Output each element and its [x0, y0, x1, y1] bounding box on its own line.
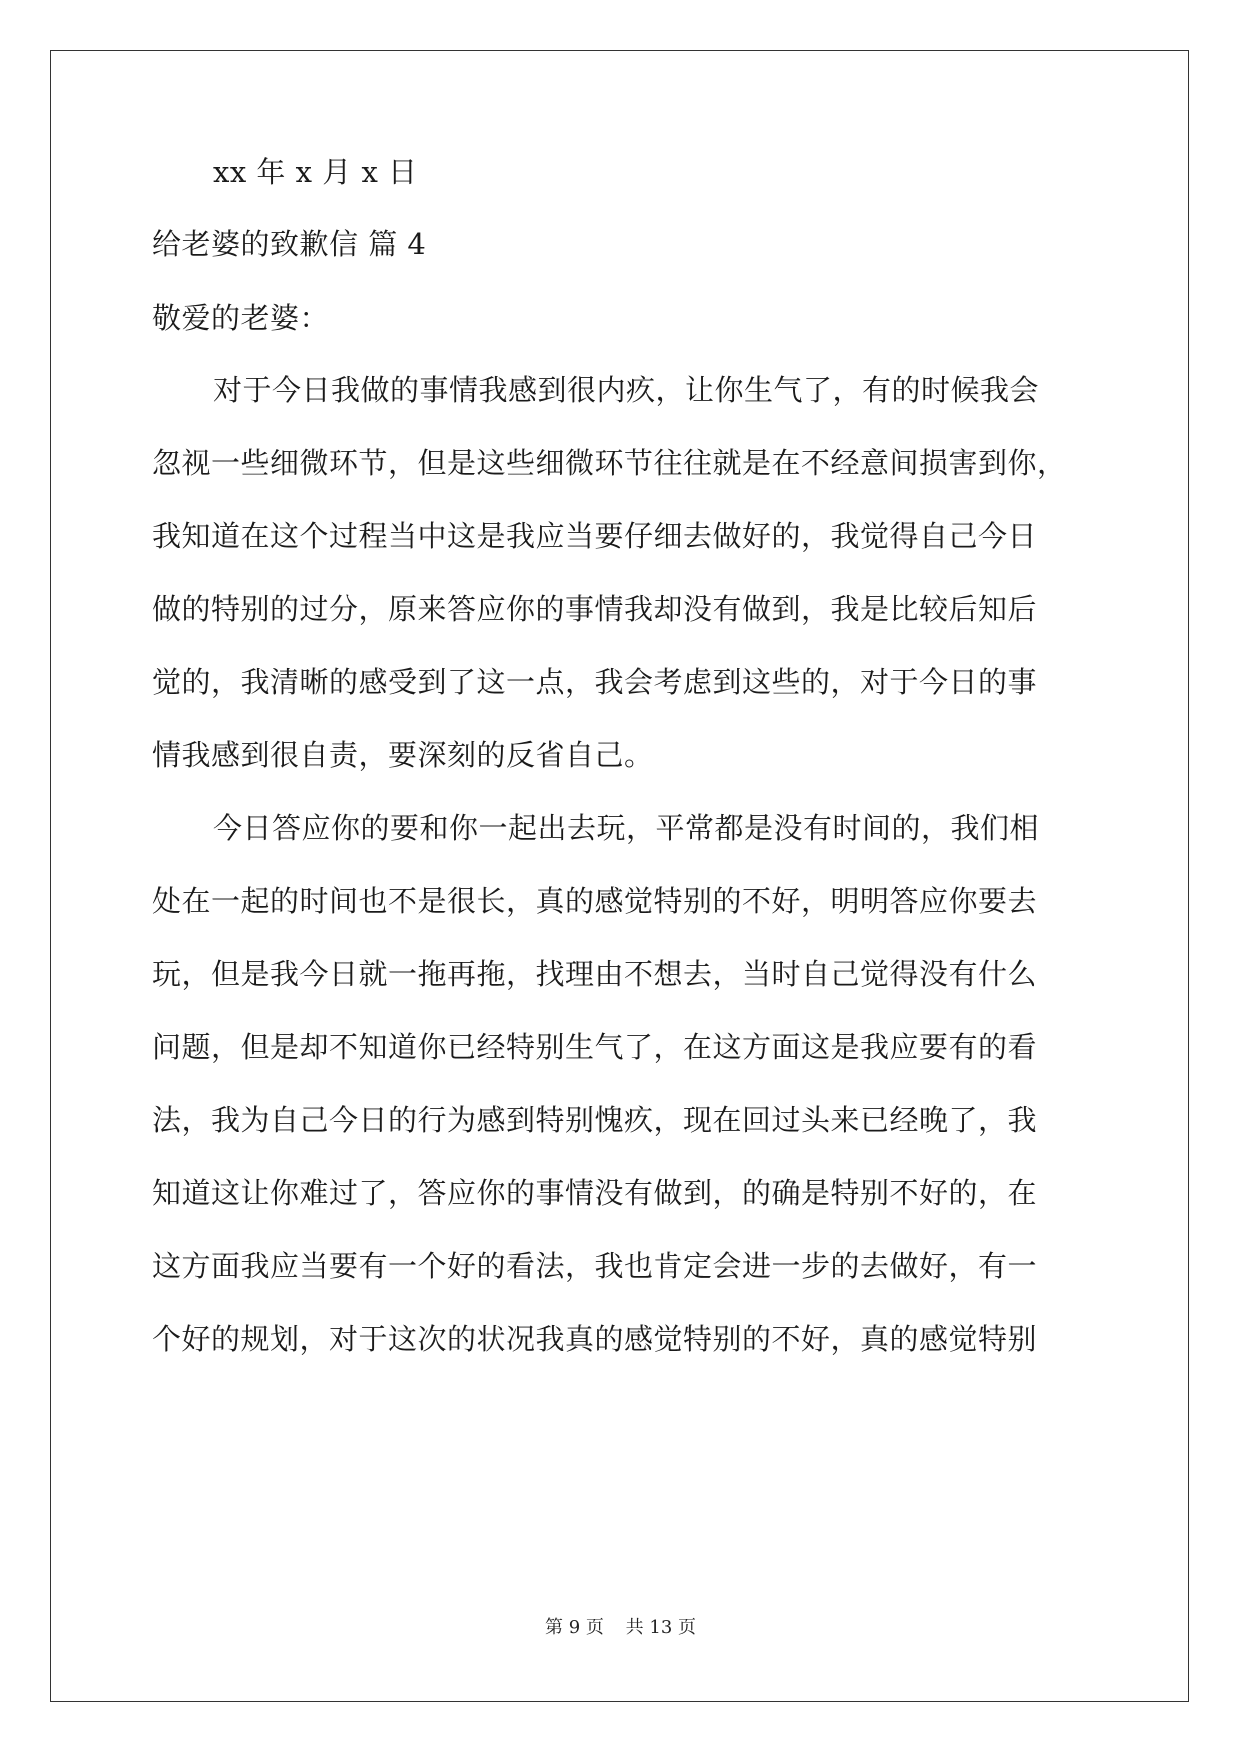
paragraph-line: 对于今日我做的事情我感到很内疚，让你生气了，有的时候我会: [213, 373, 1040, 407]
page-number: 第 9 页: [545, 1617, 604, 1638]
paragraph-line: 知道这让你难过了，答应你的事情没有做到，的确是特别不好的，在: [152, 1176, 1038, 1210]
paragraph-line: 问题，但是却不知道你已经特别生气了，在这方面这是我应要有的看: [152, 1030, 1038, 1064]
date-line: xx 年 x 月 x 日: [213, 155, 418, 189]
paragraph-line: 玩，但是我今日就一拖再拖，找理由不想去，当时自己觉得没有什么: [152, 957, 1038, 991]
paragraph-line: 个好的规划，对于这次的状况我真的感觉特别的不好，真的感觉特别: [152, 1322, 1038, 1356]
page-total: 共 13 页: [625, 1617, 696, 1638]
salutation: 敬爱的老婆：: [152, 301, 330, 335]
letter-heading: 给老婆的致歉信 篇 4: [152, 227, 427, 261]
paragraph-line: 忽视一些细微环节，但是这些细微环节往往就是在不经意间损害到你，: [152, 446, 1067, 480]
paragraph-line: 我知道在这个过程当中这是我应当要仔细去做好的，我觉得自己今日: [152, 519, 1038, 553]
paragraph-line: 今日答应你的要和你一起出去玩，平常都是没有时间的，我们相: [213, 811, 1040, 845]
paragraph-line: 做的特别的过分，原来答应你的事情我却没有做到，我是比较后知后: [152, 592, 1038, 626]
paragraph-line: 情我感到很自责，要深刻的反省自己。: [152, 738, 654, 772]
paragraph-line: 法，我为自己今日的行为感到特别愧疚，现在回过头来已经晚了，我: [152, 1103, 1038, 1137]
page-footer: [0, 1616, 1241, 1640]
paragraph-line: 觉的，我清晰的感受到了这一点，我会考虑到这些的，对于今日的事: [152, 665, 1038, 699]
paragraph-line: 处在一起的时间也不是很长，真的感觉特别的不好，明明答应你要去: [152, 884, 1038, 918]
paragraph-line: 这方面我应当要有一个好的看法，我也肯定会进一步的去做好，有一: [152, 1249, 1038, 1283]
